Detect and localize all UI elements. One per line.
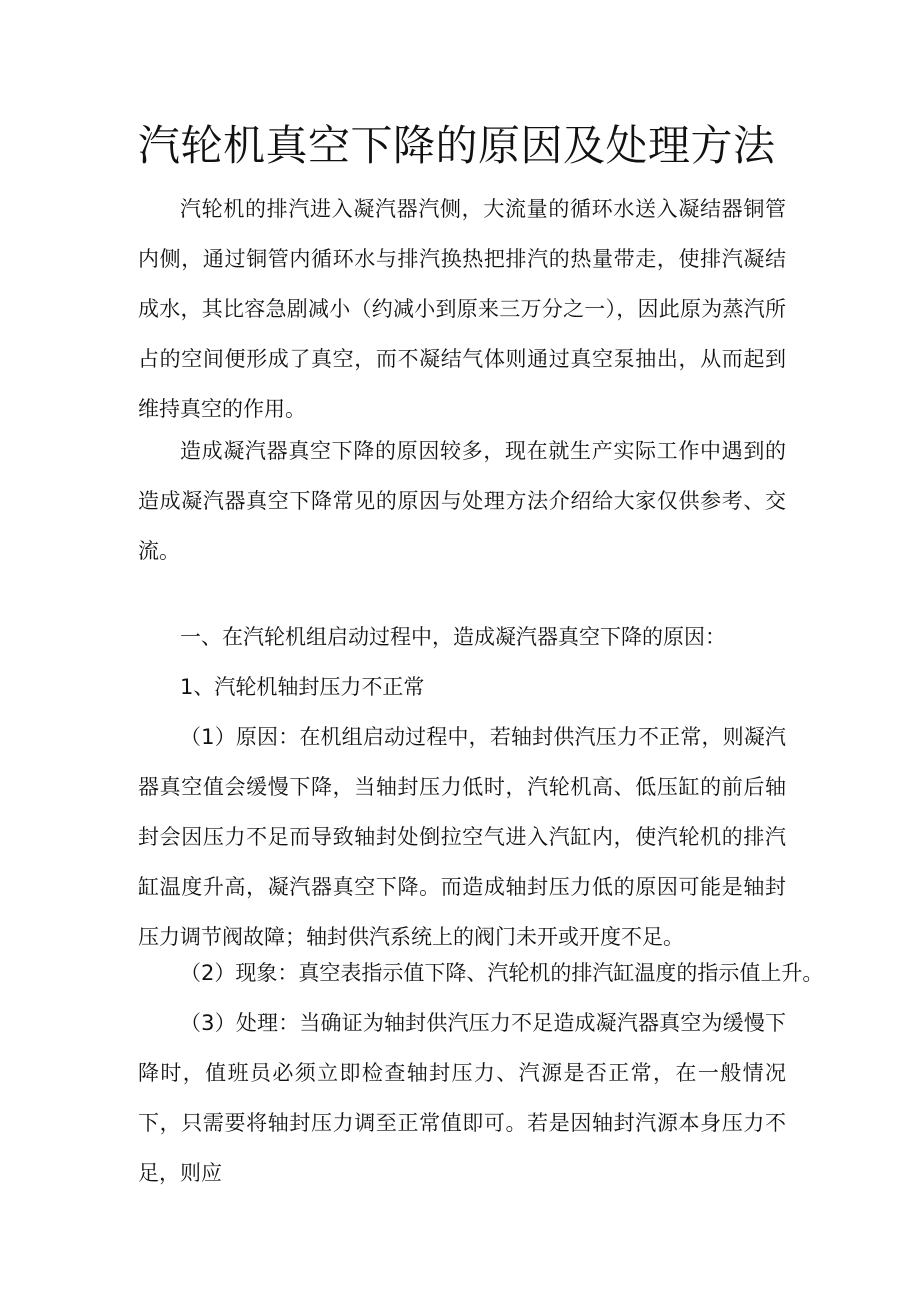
cause-paragraph: （1）原因：在机组启动过程中，若轴封供汽压力不正常，则凝汽器真空值会缓慢下降，当轴封压力低时，汽轮机高、低压缸的前后轴封会因压力不足而导致轴封处倒拉空气进入汽缸内，使汽轮机的排汽缸温度升高，凝汽器真空下降。而造成轴封压力低的原因可能是轴封压力调节阀故障；轴封供汽系统上的阀门未开或开度不足。: [138, 725, 786, 949]
item-heading: 1、汽轮机轴封压力不正常: [180, 675, 425, 699]
document-title: 汽轮机真空下降的原因及处理方法: [138, 121, 776, 170]
handling-paragraph: （3）处理：当确证为轴封供汽压力不足造成凝汽器真空为缓慢下降时，值班员必须立即检查轴封压力、汽源是否正常，在一般情况下，只需要将轴封压力调至正常值即可。若是因轴封汽源本身压力不足，则应: [138, 1011, 786, 1185]
symptom-paragraph: （2）现象：真空表指示值下降、汽轮机的排汽缸温度的指示值上升。: [180, 961, 824, 985]
overview-paragraph: 造成凝汽器真空下降的原因较多，现在就生产实际工作中遇到的造成凝汽器真空下降常见的原因与处理方法介绍给大家仅供参考、交流。: [138, 439, 786, 563]
section-heading: 一、在汽轮机组启动过程中，造成凝汽器真空下降的原因：: [180, 625, 726, 649]
intro-paragraph: 汽轮机的排汽进入凝汽器汽侧，大流量的循环水送入凝结器铜管内侧，通过铜管内循环水与排汽换热把排汽的热量带走，使排汽凝结成水，其比容急剧减小（约减小到原来三万分之一），因此原为蒸汽所占的空间便形成了真空，而不凝结气体则通过真空泵抽出，从而起到维持真空的作用。: [138, 197, 786, 421]
